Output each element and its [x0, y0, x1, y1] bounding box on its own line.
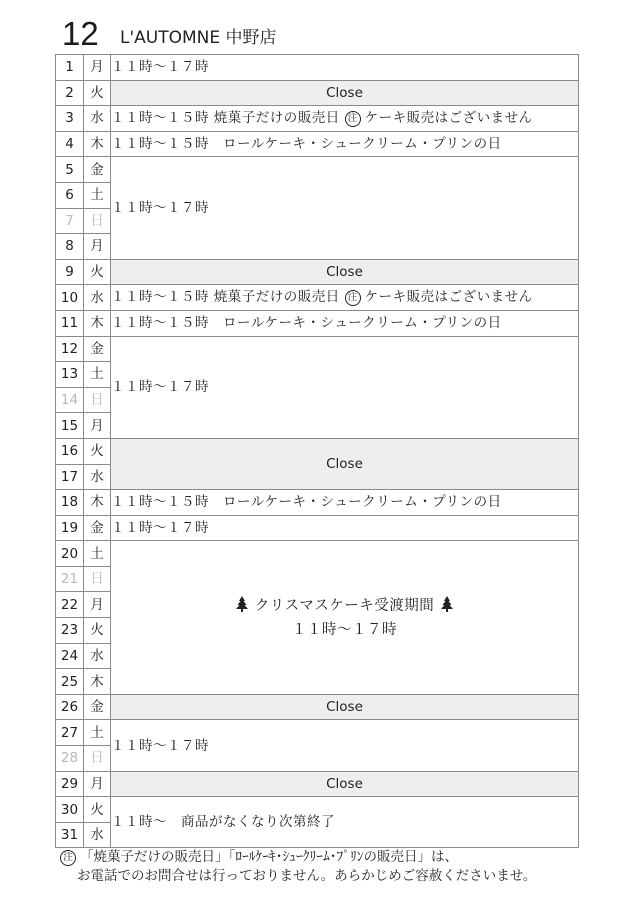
weekday: 火: [84, 80, 111, 106]
footnote-line-2: お電話でのお問合せは行っておりません。あらかじめご容赦くださいませ。: [77, 868, 537, 884]
day-number: 7: [56, 208, 84, 234]
weekday: 月: [84, 55, 111, 81]
hours-cell: １１時～１７時: [111, 515, 579, 541]
christmas-title-line: [111, 594, 578, 618]
weekday: 水: [84, 464, 111, 490]
weekday: 日: [84, 566, 111, 592]
weekday: 月: [84, 413, 111, 439]
day-number: 10: [56, 285, 84, 311]
day-number: 2: [56, 80, 84, 106]
day-number: 18: [56, 490, 84, 516]
day-number: 4: [56, 131, 84, 157]
day-number: 12: [56, 336, 84, 362]
christmas-title: クリスマスケーキ受渡期間: [254, 597, 435, 614]
table-row: [56, 80, 579, 106]
weekday: 木: [84, 669, 111, 695]
weekday: 日: [84, 746, 111, 772]
weekday: 木: [84, 310, 111, 336]
weekday: 土: [84, 362, 111, 388]
christmas-tree-icon: [440, 596, 454, 612]
table-row: [56, 131, 579, 157]
weekday: 水: [84, 822, 111, 848]
weekday: 火: [84, 259, 111, 285]
day-number: 25: [56, 669, 84, 695]
day-number: 5: [56, 157, 84, 183]
weekday: 水: [84, 285, 111, 311]
day-number: 21: [56, 566, 84, 592]
weekday: 金: [84, 515, 111, 541]
footnote-line-1: [60, 848, 536, 867]
day-number: 22: [56, 592, 84, 618]
day-number: 27: [56, 720, 84, 746]
weekday: 火: [84, 797, 111, 823]
closed-cell: Close: [111, 771, 579, 797]
table-row: [56, 515, 579, 541]
roll-day-text: ロールケーキ・シュークリーム・プリンの日: [223, 136, 502, 153]
table-row: [56, 541, 579, 567]
day-number: 30: [56, 797, 84, 823]
day-number: 11: [56, 310, 84, 336]
table-row: [56, 797, 579, 823]
roll-day-text: ロールケーキ・シュークリーム・プリンの日: [223, 494, 502, 511]
no-cake-text: ケーキ販売はございません: [364, 109, 533, 126]
christmas-tree-icon: [235, 596, 249, 612]
special-cell: [111, 310, 579, 336]
hours-cell: １１時～１７時: [111, 55, 579, 81]
last-day-cell: １１時～ 商品がなくなり次第終了: [111, 797, 579, 848]
note-mark-icon: 注: [345, 111, 361, 127]
christmas-period-cell: [111, 541, 579, 695]
weekday: 土: [84, 720, 111, 746]
closed-cell: Close: [111, 259, 579, 285]
weekday: 金: [84, 694, 111, 720]
day-number: 13: [56, 362, 84, 388]
note-mark-icon: 注: [345, 290, 361, 306]
day-number: 23: [56, 618, 84, 644]
yakigashi-text: 焼菓子だけの販売日: [213, 289, 340, 306]
weekday: 水: [84, 106, 111, 132]
table-row: [56, 438, 579, 464]
day-number: 19: [56, 515, 84, 541]
special-cell: [111, 131, 579, 157]
weekday: 金: [84, 157, 111, 183]
day-number: 29: [56, 771, 84, 797]
hours-text: １１時～１５時: [111, 289, 209, 306]
table-row: [56, 310, 579, 336]
note-mark-icon: 注: [60, 850, 76, 866]
table-row: [56, 720, 579, 746]
weekday: 月: [84, 771, 111, 797]
day-number: 31: [56, 822, 84, 848]
day-number: 15: [56, 413, 84, 439]
day-number: 8: [56, 234, 84, 260]
day-number: 3: [56, 106, 84, 132]
table-row: [56, 490, 579, 516]
closed-cell: Close: [111, 80, 579, 106]
day-number: 14: [56, 387, 84, 413]
footnote-text-1: 「焼菓子だけの販売日」「ﾛｰﾙｹｰｷ･ｼｭｰｸﾘｰﾑ･ﾌﾟﾘﾝの販売日」は、: [80, 849, 458, 865]
weekday: 土: [84, 541, 111, 567]
day-number: 24: [56, 643, 84, 669]
table-row: [56, 336, 579, 362]
weekday: 月: [84, 234, 111, 260]
day-number: 9: [56, 259, 84, 285]
weekday: 日: [84, 387, 111, 413]
special-cell: [111, 106, 579, 132]
yakigashi-text: 焼菓子だけの販売日: [213, 109, 340, 126]
weekday: 木: [84, 131, 111, 157]
shop-name: L'AUTOMNE 中野店: [120, 28, 277, 48]
no-cake-text: ケーキ販売はございません: [364, 289, 533, 306]
day-number: 17: [56, 464, 84, 490]
weekday: 火: [84, 618, 111, 644]
day-number: 26: [56, 694, 84, 720]
weekday: 水: [84, 643, 111, 669]
table-row: [56, 157, 579, 183]
table-row: [56, 771, 579, 797]
day-number: 1: [56, 55, 84, 81]
day-number: 28: [56, 746, 84, 772]
table-row: [56, 285, 579, 311]
hours-cell: １１時～１７時: [111, 157, 579, 259]
special-cell: [111, 285, 579, 311]
closed-cell: Close: [111, 694, 579, 720]
table-row: [56, 106, 579, 132]
special-cell: [111, 490, 579, 516]
hours-text: １１時～１５時: [111, 136, 209, 153]
weekday: 木: [84, 490, 111, 516]
closed-cell: Close: [111, 438, 579, 489]
roll-day-text: ロールケーキ・シュークリーム・プリンの日: [223, 315, 502, 332]
table-row: [56, 694, 579, 720]
weekday: 土: [84, 182, 111, 208]
footnote: [60, 848, 536, 886]
hours-text: １１時～１５時: [111, 109, 209, 126]
hours-cell: １１時～１７時: [111, 720, 579, 771]
hours-text: １１時～１５時: [111, 494, 209, 511]
day-number: 16: [56, 438, 84, 464]
table-row: [56, 55, 579, 81]
table-row: [56, 259, 579, 285]
weekday: 月: [84, 592, 111, 618]
month-number: 12: [62, 15, 99, 52]
weekday: 日: [84, 208, 111, 234]
day-number: 6: [56, 182, 84, 208]
hours-cell: １１時～１７時: [111, 336, 579, 438]
weekday: 火: [84, 438, 111, 464]
christmas-hours: １１時～１７時: [292, 621, 397, 638]
hours-text: １１時～１５時: [111, 315, 209, 332]
day-number: 20: [56, 541, 84, 567]
schedule-table: [55, 54, 579, 848]
weekday: 金: [84, 336, 111, 362]
